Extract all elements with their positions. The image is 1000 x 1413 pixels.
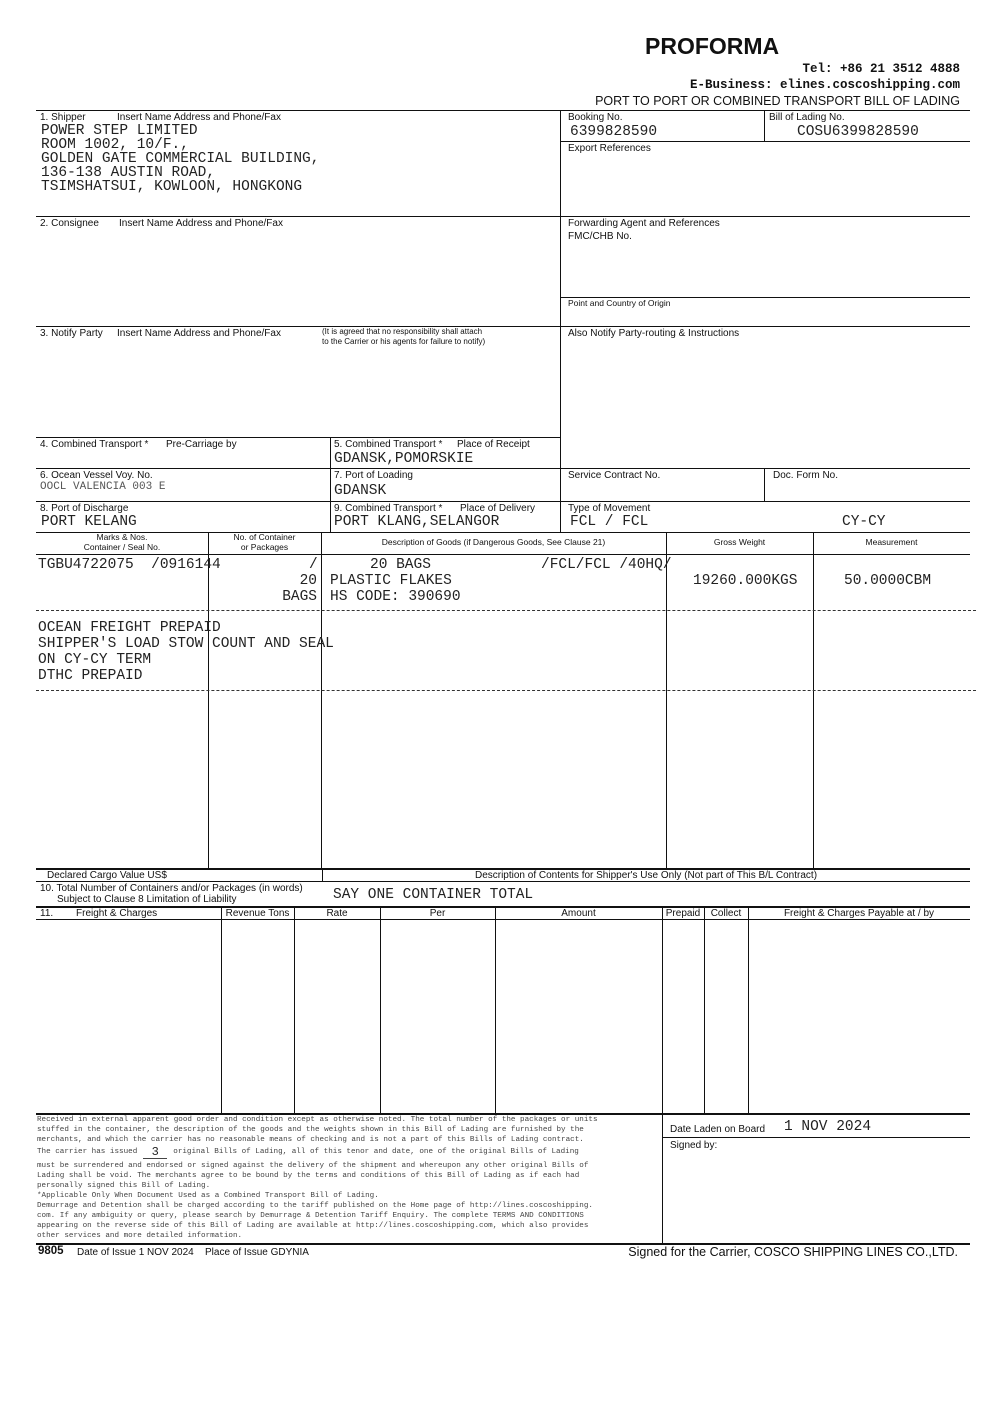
- shipper-address-line2[interactable]: GOLDEN GATE COMMERCIAL BUILDING,: [41, 151, 320, 167]
- service-type-value[interactable]: CY-CY: [842, 514, 886, 530]
- gross-weight-value[interactable]: 19260.000KGS: [693, 573, 798, 589]
- carrier-ebusiness: E-Business: elines.coscoshipping.com: [689, 78, 960, 92]
- consignee-label: 2. Consignee: [40, 218, 99, 229]
- terms-line2: stuffed in the container, the description of the goods and the weights shown in this Bill of Lading are furnished by the: [37, 1126, 584, 1134]
- rule-vessel-bottom: [36, 501, 970, 502]
- remark-line3[interactable]: ON CY-CY TERM: [38, 652, 152, 668]
- per-header: Per: [429, 908, 446, 919]
- bill-of-lading-label: Bill of Lading No.: [769, 112, 845, 123]
- terms-line7: personally signed this Bill of Lading.: [37, 1182, 211, 1190]
- remark-line2[interactable]: SHIPPER'S LOAD STOW COUNT AND SEAL: [38, 636, 334, 652]
- signed-by-label: Signed by:: [670, 1140, 718, 1151]
- rule-shipper-bottom: [36, 216, 970, 217]
- notify-disclaimer-line1: (It is agreed that no responsibility shall attach: [322, 327, 483, 336]
- place-of-delivery-sublabel: Place of Delivery: [460, 503, 536, 514]
- terms-issued-row: [37, 1146, 661, 1160]
- place-of-receipt-label: 5. Combined Transport *: [334, 439, 443, 450]
- point-of-origin-label: Point and Country of Origin: [568, 298, 671, 308]
- remark-line1[interactable]: OCEAN FREIGHT PREPAID: [38, 620, 221, 636]
- shipper-sublabel: Insert Name Address and Phone/Fax: [117, 112, 281, 123]
- terms-line9: Demurrage and Detention shall be charged according to the tariff published on the Home page of http://lines.coscoshipping.: [37, 1202, 593, 1210]
- doc-form-label: Doc. Form No.: [773, 470, 839, 481]
- terms-line10: com. If any ambiguity or query, please search by Demurrage & Detention Tariff Enquiry. The complete TERMS AND CONDITIONS: [37, 1212, 584, 1220]
- rule-date-laden-bottom: [662, 1137, 970, 1138]
- service-contract-label: Service Contract No.: [568, 470, 661, 481]
- place-of-receipt-sublabel: Place of Receipt: [457, 439, 530, 450]
- form-number: 9805: [38, 1245, 64, 1257]
- total-packages-value[interactable]: SAY ONE CONTAINER TOTAL: [333, 887, 534, 903]
- freight-charges-header: Freight & Charges: [76, 908, 158, 919]
- terms-line5: must be surrendered and endorsed or signed against the delivery of the shipment and whereupon any other original Bills of: [37, 1162, 589, 1170]
- forwarding-agent-label: Forwarding Agent and References: [568, 218, 720, 229]
- remark-line4[interactable]: DTHC PREPAID: [38, 668, 143, 684]
- total-packages-label: 10. Total Number of Containers and/or Packages (in words): [40, 883, 303, 894]
- rule-col-packages: [321, 532, 322, 868]
- rule-col-marks: [208, 532, 209, 868]
- shipper-address-line4[interactable]: TSIMSHATSUI, KOWLOON, HONGKONG: [41, 179, 303, 195]
- shipper-name[interactable]: POWER STEP LIMITED: [41, 123, 198, 139]
- carrier-phone: Tel: +86 21 3512 4888: [802, 62, 960, 76]
- notify-party-sublabel: Insert Name Address and Phone/Fax: [117, 328, 281, 339]
- shipper-use-label: Description of Contents for Shipper's Use Only (Not part of This B/L Contract): [474, 870, 818, 881]
- rule-booking-bottom: [560, 141, 970, 142]
- measurement-value[interactable]: 50.0000CBM: [844, 573, 932, 589]
- revenue-tons-header: Revenue Tons: [225, 908, 290, 919]
- rule-receipt-bottom: [36, 468, 970, 469]
- rule-consignee-bottom: [36, 326, 970, 327]
- rule-goods-header-bottom: [36, 554, 970, 555]
- port-of-loading-label: 7. Port of Loading: [334, 470, 413, 481]
- payable-at-header: Freight & Charges Payable at / by: [783, 908, 935, 919]
- freight-section-number: 11.: [40, 908, 54, 919]
- shipper-address-line3[interactable]: 136-138 AUSTIN ROAD,: [41, 165, 216, 181]
- rule-col-revenue: [221, 907, 222, 1113]
- pre-carriage-sublabel: Pre-Carriage by: [166, 439, 237, 450]
- terms-line8: *Applicable Only When Document Used as a Combined Transport Bill of Lading.: [37, 1192, 379, 1200]
- booking-label: Booking No.: [568, 112, 623, 123]
- terms-line11: appearing on the reverse side of this Bill of Lading are available at http://lines.coscoshipping.com, which also provides: [37, 1222, 589, 1230]
- marks-header-line1: Marks & Nos.: [96, 532, 148, 542]
- page-title: PROFORMA: [645, 33, 780, 59]
- bill-of-lading-number[interactable]: COSU6399828590: [797, 124, 919, 140]
- rule-col-description: [666, 532, 667, 868]
- packages-header-line2: or Packages: [240, 542, 289, 552]
- ocean-vessel-label: 6. Ocean Vessel Voy. No.: [40, 470, 153, 481]
- document-type: PORT TO PORT OR COMBINED TRANSPORT BILL OF LADING: [595, 94, 960, 108]
- gross-weight-header: Gross Weight: [713, 537, 766, 547]
- date-of-issue: Date of Issue 1 NOV 2024: [77, 1247, 194, 1258]
- booking-number[interactable]: 6399828590: [570, 124, 658, 140]
- export-references-label: Export References: [568, 143, 651, 154]
- description-header: Description of Goods (if Dangerous Goods, See Clause 21): [381, 537, 606, 547]
- place-of-delivery-label: 9. Combined Transport *: [334, 503, 443, 514]
- packages-slash: /: [309, 557, 318, 573]
- notify-party-label: 3. Notify Party: [40, 328, 103, 339]
- ocean-vessel-value[interactable]: OOCL VALENCIA 003 E: [40, 481, 166, 493]
- place-of-issue: Place of Issue GDYNIA: [205, 1247, 309, 1258]
- rule-main-divider: [560, 110, 561, 468]
- port-of-discharge-value[interactable]: PORT KELANG: [41, 514, 137, 530]
- rule-col-per: [380, 907, 381, 1113]
- rule-transport-divider: [330, 437, 331, 532]
- prepaid-header: Prepaid: [665, 908, 701, 919]
- rule-col-weight: [813, 532, 814, 868]
- amount-header: Amount: [561, 908, 596, 919]
- rule-col-rate: [294, 907, 295, 1113]
- date-laden-label: Date Laden on Board: [670, 1124, 766, 1135]
- shipper-label: 1. Shipper: [40, 112, 86, 123]
- shipper-address-line1[interactable]: ROOM 1002, 10/F.,: [41, 137, 189, 153]
- package-unit[interactable]: BAGS: [282, 589, 317, 605]
- terms-line3: merchants, and which the carrier has no reasonable means of checking and is not a part of this Bills of Lading contract.: [37, 1136, 584, 1144]
- carrier-signature-line: Signed for the Carrier, COSCO SHIPPING LINES CO.,LTD.: [628, 1245, 958, 1259]
- place-of-delivery-value[interactable]: PORT KLANG,SELANGOR: [334, 514, 500, 530]
- consignee-sublabel: Insert Name Address and Phone/Fax: [119, 218, 283, 229]
- rule-col-collect: [704, 907, 705, 1113]
- goods-container-type[interactable]: /FCL/FCL /40HQ/: [541, 557, 672, 573]
- rule-declared-bottom: [36, 881, 970, 882]
- terms-line12: other services and more detailed information.: [37, 1232, 243, 1240]
- goods-separator-2: [36, 690, 976, 691]
- rule-top: [36, 110, 970, 111]
- terms-issued-prefix: The carrier has issued: [37, 1148, 138, 1156]
- pre-carriage-label: 4. Combined Transport *: [40, 439, 149, 450]
- container-seal-number[interactable]: TGBU4722075 /0916144: [38, 557, 221, 573]
- collect-header: Collect: [710, 908, 742, 919]
- rule-freight-header-bottom: [36, 919, 970, 920]
- rule-col-amount: [495, 907, 496, 1113]
- terms-line6: Lading shall be void. The merchants agree to be bound by the terms and conditions of this Bill of Lading as if each had: [37, 1172, 580, 1180]
- marks-header-line2: Container / Seal No.: [83, 542, 161, 552]
- fmc-chb-label: FMC/CHB No.: [568, 231, 632, 242]
- goods-hs-code[interactable]: HS CODE: 390690: [330, 589, 461, 605]
- rule-col-prepaid: [662, 907, 663, 1243]
- port-of-loading-value[interactable]: GDANSK: [334, 483, 387, 499]
- declared-value-label: Declared Cargo Value US$: [47, 870, 167, 881]
- package-quantity[interactable]: 20: [299, 573, 317, 589]
- terms-line1: Received in external apparent good order and condition except as otherwise noted. The total number of the packages or units: [37, 1116, 598, 1124]
- rule-service-divider: [764, 468, 765, 501]
- port-of-discharge-label: 8. Port of Discharge: [40, 503, 129, 514]
- goods-separator-1: [36, 610, 976, 611]
- rule-right-divider: [560, 468, 561, 532]
- notify-disclaimer-line2: to the Carrier or his agents for failure to notify): [322, 337, 486, 346]
- rule-booking-divider: [764, 110, 765, 141]
- goods-description-line1[interactable]: 20 BAGS: [370, 557, 431, 573]
- total-packages-sublabel: Subject to Clause 8 Limitation of Liability: [57, 894, 237, 905]
- goods-description-line2[interactable]: PLASTIC FLAKES: [330, 573, 452, 589]
- rule-col-payable: [748, 907, 749, 1113]
- date-laden-value[interactable]: 1 NOV 2024: [784, 1119, 872, 1135]
- originals-count[interactable]: 3: [143, 1146, 167, 1159]
- terms-issued-suffix: original Bills of Lading, all of this tenor and date, one of the original Bills of Lading: [173, 1148, 579, 1156]
- measurement-header: Measurement: [865, 537, 918, 547]
- place-of-receipt-value[interactable]: GDANSK,POMORSKIE: [334, 451, 474, 467]
- rule-notify-bottom: [36, 437, 561, 438]
- type-of-movement-value[interactable]: FCL / FCL: [570, 514, 649, 530]
- type-of-movement-label: Type of Movement: [568, 503, 651, 514]
- rate-header: Rate: [326, 908, 348, 919]
- packages-header-line1: No. of Container: [233, 532, 296, 542]
- also-notify-label: Also Notify Party-routing & Instructions: [568, 328, 740, 339]
